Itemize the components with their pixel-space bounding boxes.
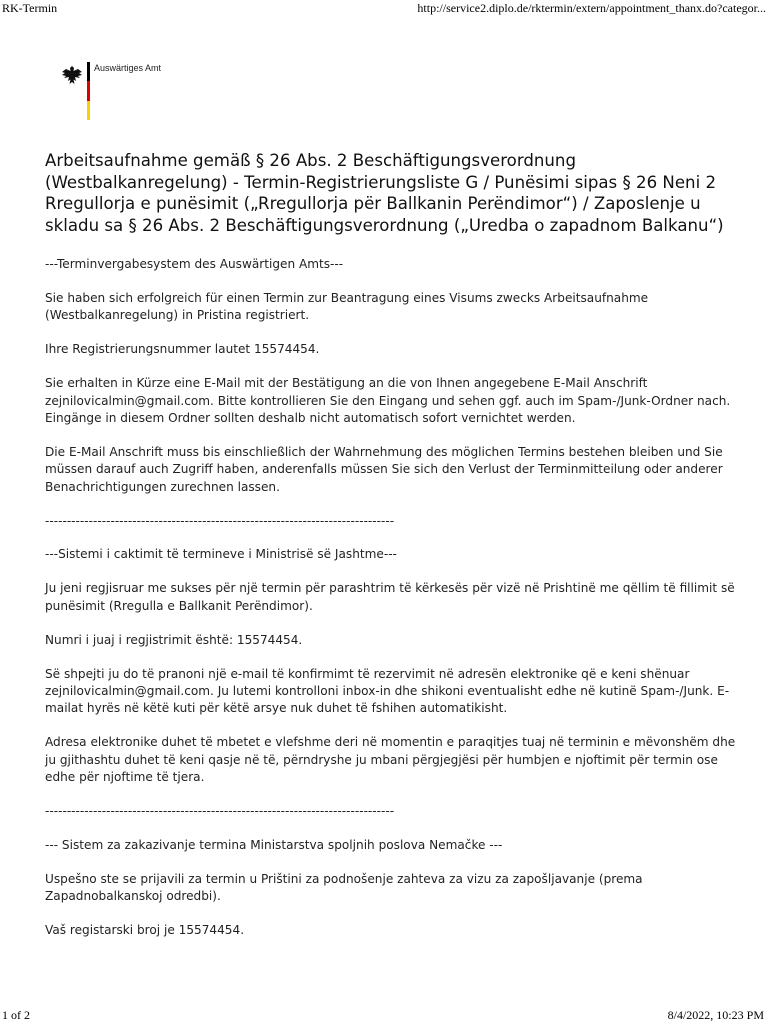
print-datetime: 8/4/2022, 10:23 PM — [667, 1008, 764, 1022]
german-paragraph-3: Sie erhalten in Kürze eine E-Mail mit der Bestätigung an die von Ihnen angegebene E-Mail Anschrift zejnilovicalmin@gmail.com. Bitte kontrollieren Sie den Eingang und sehen ggf. auch im Spam-/Junk-Ordner nach. Eingänge in diesem Ordner sollten deshalb nicht automatisch sofort vernichtet werden. — [45, 376, 731, 425]
albanian-paragraph-4: Adresa elektronike duhet të mbetet e vlefshme deri në momentin e paraqitjes tuaj në terminin e mëvonshëm dhe ju gjithashtu duhet të keni qasje në të, përndryshe ju mbani përgjegjësi për humbjen e njoftimit për termin ose edhe për njoftime të tjera. — [45, 735, 736, 785]
albanian-registration-number: Numri i juaj i regjistrimit është: 15574454. — [45, 632, 303, 647]
albanian-paragraph-1: Ju jeni regjisruar me sukses për një termin për parashtrim të kërkesës për vizë në Prishtinë me qëllim të fillimit së punësimit (Rregulla e Ballkanit Perëndimor). — [45, 581, 735, 613]
german-paragraph-4: Die E-Mail Anschrift muss bis einschließlich der Wahrnehmung des möglichen Termins bestehen bleiben und Sie müssen darauf auch Zugriff haben, anderenfalls müssen Sie sich den Verlust der Terminmitteilung oder anderer Benachrichtigungen zurechnen lassen. — [45, 444, 723, 494]
serbian-registration-number: Vaš registarski broj je 15574454. — [45, 923, 245, 938]
albanian-system-title: ---Sistemi i caktimit të termineve i Ministrisë së Jashtme--- — [45, 547, 397, 562]
separator-line: -------------------------------------------------------------------------------- — [45, 804, 395, 819]
serbian-paragraph-1: Uspešno ste se prijavili za termin u Prištini za podnošenje zahteva za vizu za zapošljavanje (prema Zapadnobalkanskoj odredbi). — [45, 871, 643, 904]
print-footer — [0, 1006, 768, 1024]
page-url: http://service2.diplo.de/rktermin/extern/appointment_thanx.do?categor... — [417, 1, 766, 15]
main-content — [45, 150, 745, 956]
german-registration-number: Ihre Registrierungsnummer lautet 15574454. — [45, 342, 320, 357]
separator-line: -------------------------------------------------------------------------------- — [45, 513, 395, 528]
german-system-title: ---Terminvergabesystem des Auswärtigen Amts--- — [45, 257, 344, 271]
page-number: 1 of 2 — [2, 1008, 30, 1022]
albanian-paragraph-3: Së shpejti ju do të pranoni një e-mail të konfirmimt të rezervimit në adresën elektronike që e keni shënuar zejnilovicalmin@gmail.com. Ju lutemi kontrolloni inbox-in dhe shikoni eventualisht edhe në kutinë Spam-/Junk. E-mailat hyrës në këtë kuti për këtë arsye nuk duhet të fshihen automatikisht. — [45, 666, 730, 716]
print-header — [0, 0, 768, 18]
german-paragraph-1: Sie haben sich erfolgreich für einen Termin zur Beantragung eines Visums zwecks Arbeitsaufnahme (Westbalkanregelung) in Pristina registriert. — [45, 290, 649, 323]
auswaertiges-amt-logo — [60, 60, 180, 120]
federal-eagle-icon — [60, 64, 84, 86]
page-title: RK-Termin — [2, 1, 58, 15]
org-name: Auswärtiges Amt — [94, 63, 162, 73]
page-heading: Arbeitsaufnahme gemäß § 26 Abs. 2 Beschäftigungsverordnung (Westbalkanregelung) - Termin-Registrierungsliste G / Punësimi sipas § 26 Neni 2 Rregullorja e punësimit („Rregullorja për Ballkanin Perëndimor“) / Zaposlenje u skladu sa § 26 Abs. 2 Beschäftigungsverordnung („Uredba o zapadnom Balkanu“) — [45, 151, 724, 235]
german-flag-bar — [87, 62, 90, 120]
serbian-system-title: --- Sistem za zakazivanje termina Ministarstva spoljnih poslova Nemačke --- — [45, 837, 503, 852]
